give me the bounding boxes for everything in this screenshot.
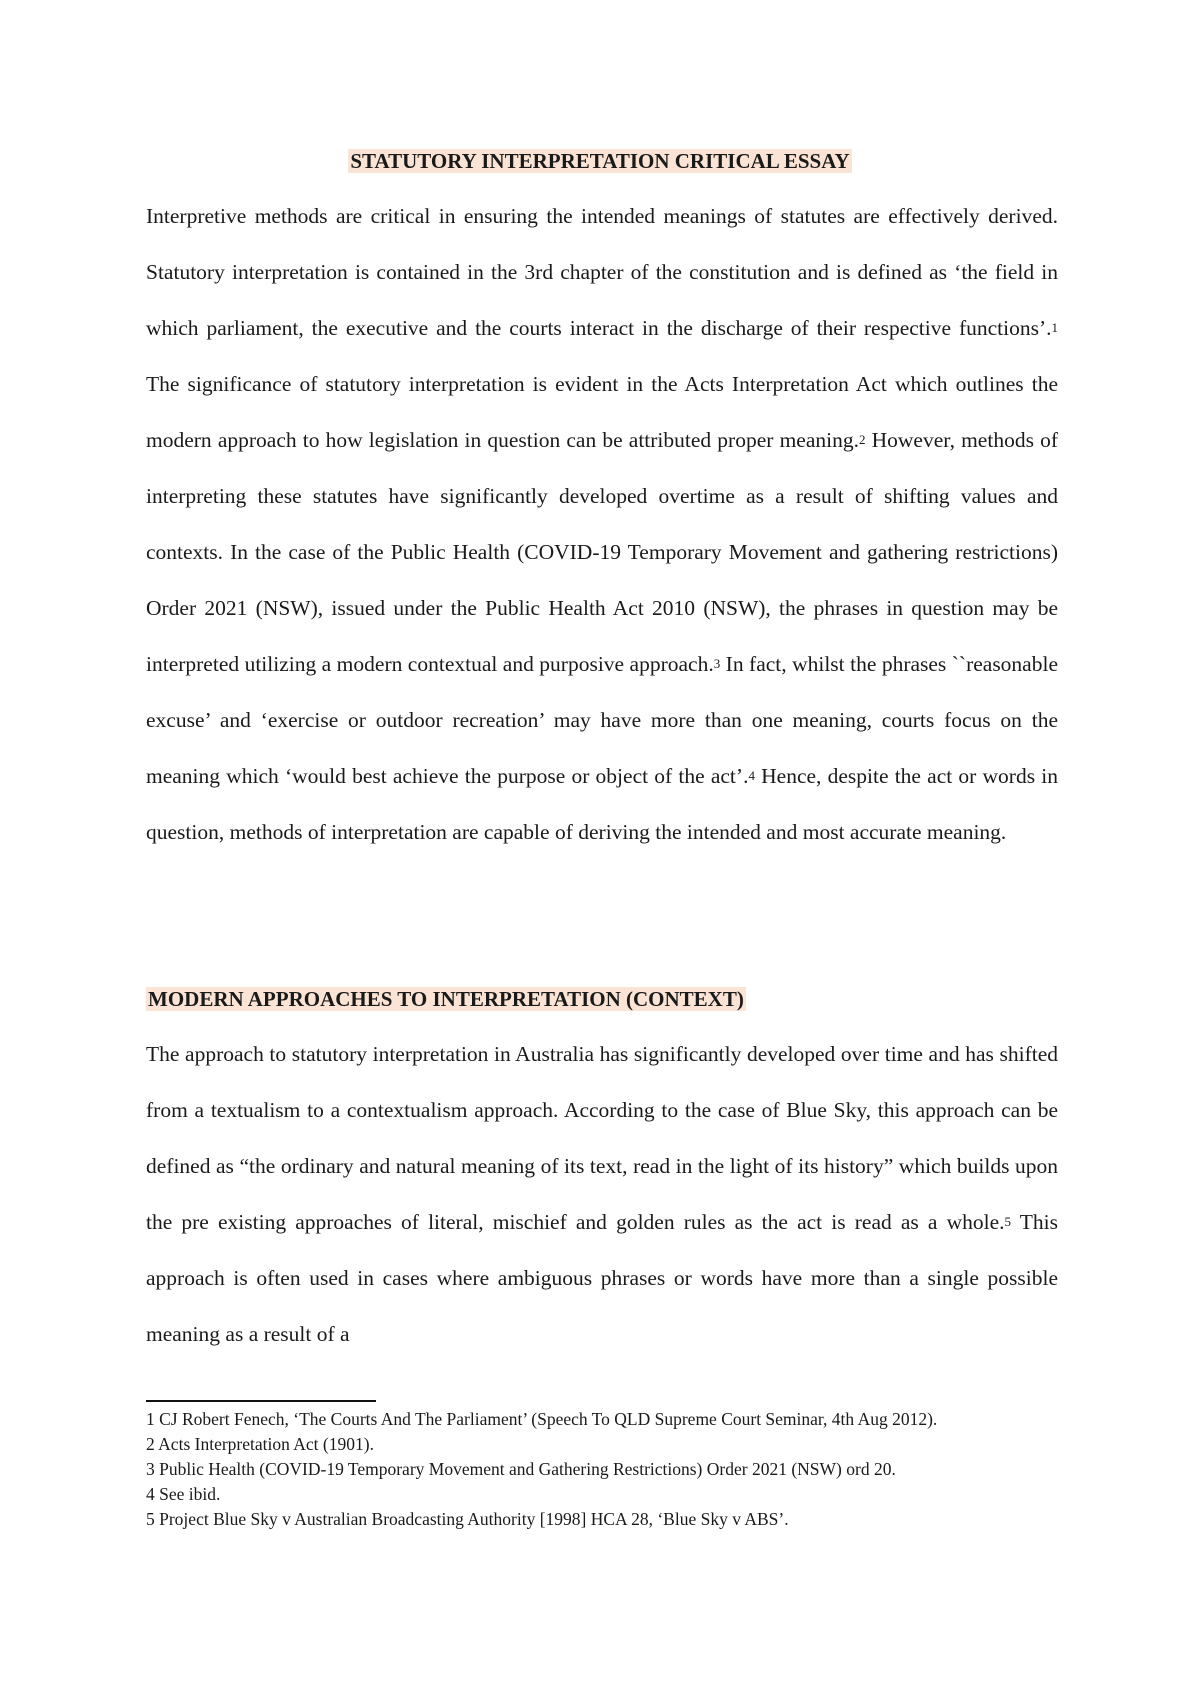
section-heading-text: MODERN APPROACHES TO INTERPRETATION (CONTEXT) [148, 987, 744, 1011]
section-sentence: This approach is often used in cases where ambiguous phrases or words have more than a single possible meaning as a result of a [146, 1210, 1058, 1346]
footnote-ref-3[interactable]: 3 [713, 656, 721, 671]
intro-sentence: In fact, whilst the phrases ``reasonable excuse’ and ‘exercise or outdoor recreation’ may have more than one meaning, courts focus on the meaning which ‘would best achieve the purpose or object of the act’. [146, 652, 1058, 788]
footnote-text: CJ Robert Fenech, ‘The Courts And The Parliament’ (Speech To QLD Supreme Court Seminar, 4th Aug 2012). [159, 1409, 938, 1429]
intro-sentence: Interpretive methods are critical in ensuring the intended meanings of statutes are effectively derived. Statutory interpretation is contained in the 3rd chapter of the constitution and is defined as ‘the field in which parliament, the executive and the courts interact in the discharge of their respective functions’. [146, 204, 1058, 340]
footnote-text: Acts Interpretation Act (1901). [158, 1434, 374, 1454]
footnote-number: 5 [146, 1509, 155, 1529]
footnote-text: Project Blue Sky v Australian Broadcasting Authority [1998] HCA 28, ‘Blue Sky v ABS’. [159, 1509, 789, 1529]
footnote-text: Public Health (COVID-19 Temporary Movement and Gathering Restrictions) Order 2021 (NSW) ord 20. [159, 1459, 896, 1479]
section-paragraph [146, 1026, 1058, 1362]
footnote-number: 2 [146, 1434, 155, 1454]
footnote-2 [146, 1432, 1026, 1457]
footnote-separator [146, 1400, 376, 1402]
section-sentence: The approach to statutory interpretation in Australia has significantly developed over time and has shifted from a textualism to a contextualism approach. According to the case of Blue Sky, this approach can be defined as “the ordinary and natural meaning of its text, read in the light of its history” which builds upon the pre existing approaches of literal, mischief and golden rules as the act is read as a whole. [146, 1042, 1058, 1234]
footnote-text: See ibid. [159, 1484, 221, 1504]
footnote-4 [146, 1482, 1026, 1507]
footnote-number: 3 [146, 1459, 155, 1479]
footnote-ref-1[interactable]: 1 [1051, 320, 1058, 335]
footnotes [146, 1407, 1026, 1532]
footnote-5 [146, 1507, 1026, 1532]
footnote-1 [146, 1407, 1026, 1432]
intro-paragraph [146, 188, 1058, 860]
footnote-3 [146, 1457, 1026, 1482]
footnote-ref-5[interactable]: 5 [1004, 1214, 1012, 1229]
section-heading [146, 984, 746, 1014]
intro-sentence: However, methods of interpreting these statutes have significantly developed overtime as a result of shifting values and contexts. In the case of the Public Health (COVID-19 Temporary Movement and gathering restrictions) Order 2021 (NSW), issued under the Public Health Act 2010 (NSW), the phrases in question may be interpreted utilizing a modern contextual and purposive approach. [146, 428, 1058, 676]
essay-title [0, 146, 1200, 176]
intro-sentence: The significance of statutory interpretation is evident in the Acts Interpretation Act which outlines the modern approach to how legislation in question can be attributed proper meaning. [146, 372, 1058, 452]
footnote-ref-4[interactable]: 4 [748, 768, 755, 783]
footnote-number: 1 [146, 1409, 155, 1429]
essay-title-text: STATUTORY INTERPRETATION CRITICAL ESSAY [350, 149, 850, 173]
footnote-ref-2[interactable]: 2 [858, 432, 866, 447]
intro-sentence: Hence, despite the act or words in question, methods of interpretation are capable of deriving the intended and most accurate meaning. [146, 764, 1058, 844]
footnote-number: 4 [146, 1484, 155, 1504]
